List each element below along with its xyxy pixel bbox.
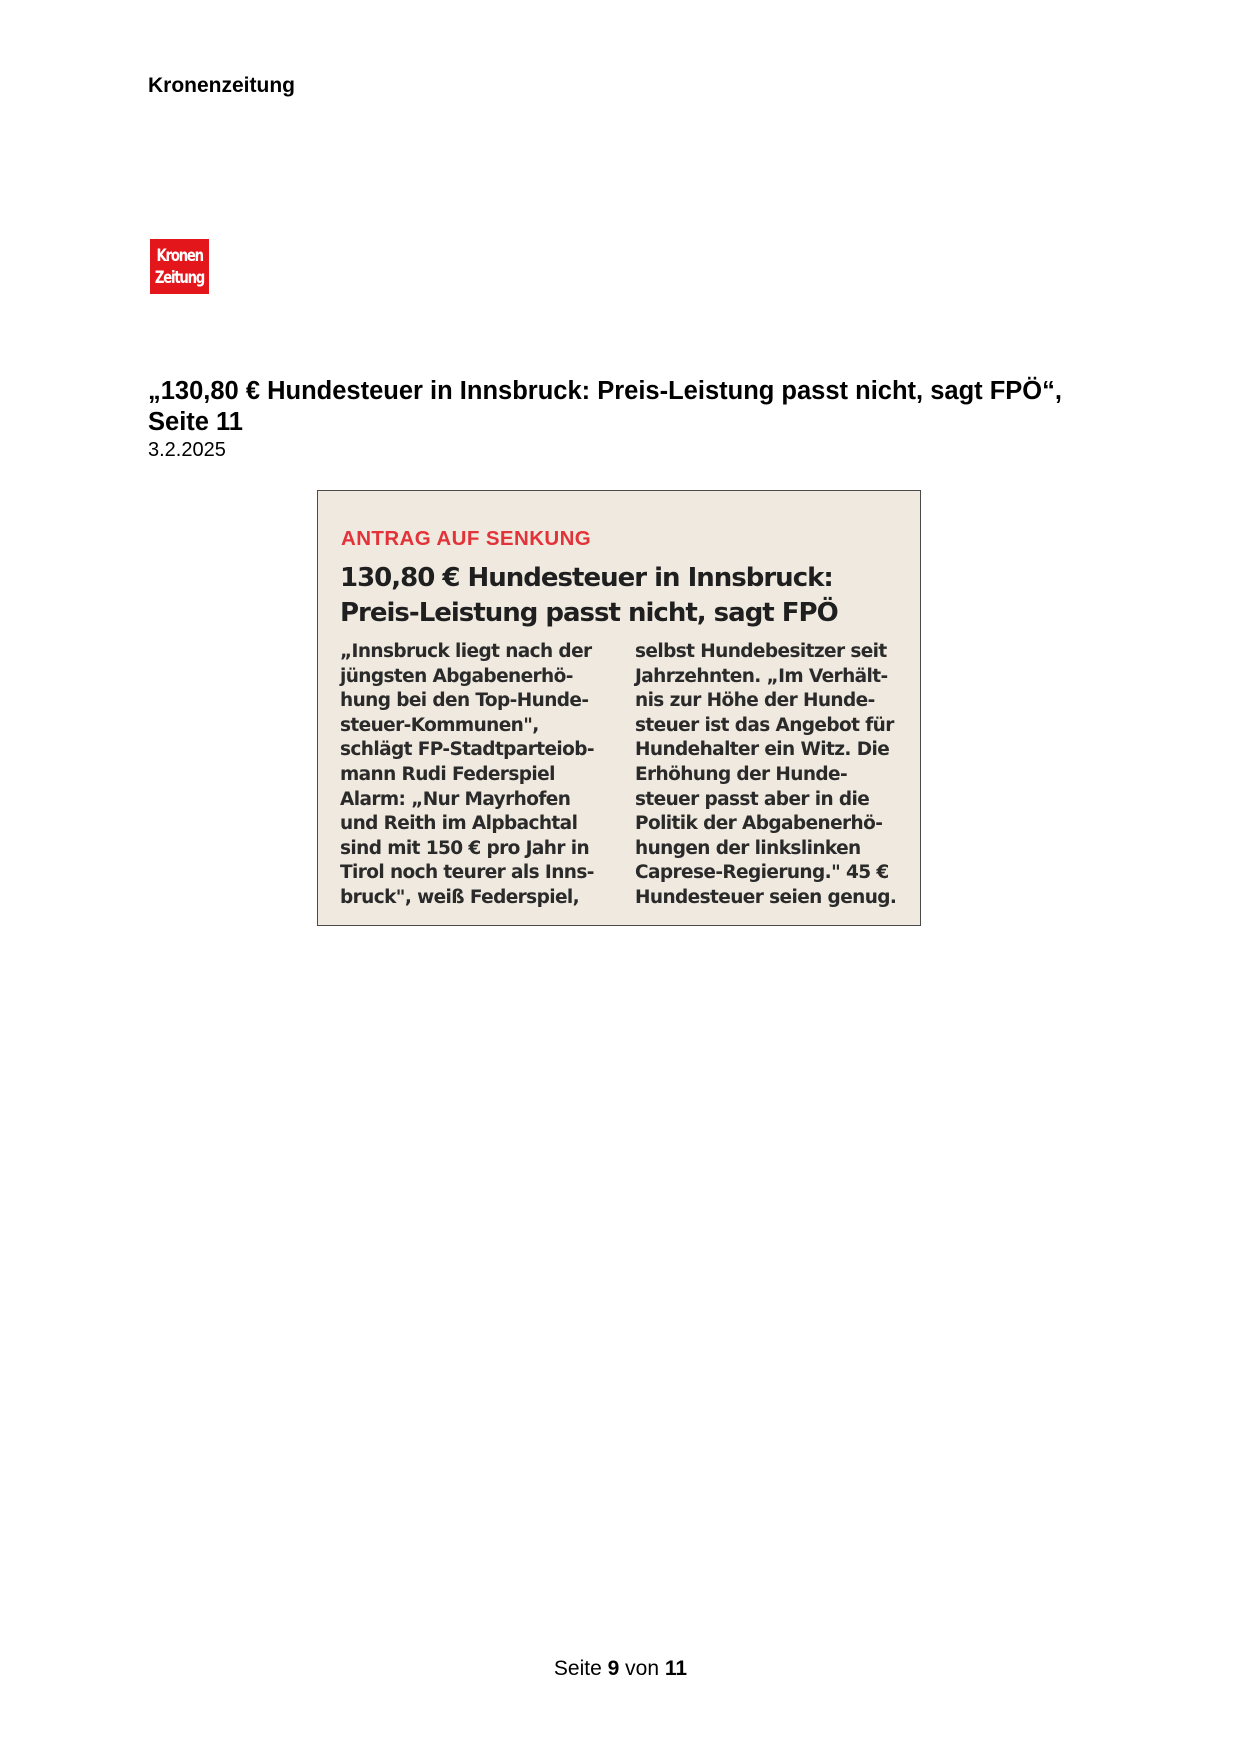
- article-headline: „130,80 € Hundesteuer in Innsbruck: Preis-Leistung passt nicht, sagt FPÖ“, Seite 11: [148, 377, 1062, 436]
- kronen-zeitung-logo: [150, 239, 209, 294]
- left-column-line: jüngsten Abgabenerhö-: [340, 665, 573, 687]
- footer-total-pages: 11: [664, 1657, 688, 1680]
- left-column-line: Tirol noch teurer als Inns-: [340, 862, 594, 884]
- page-footer: [0, 1657, 1241, 1681]
- left-column-line: schlägt FP-Stadtparteiob-: [340, 739, 594, 761]
- clipping-right-column: [635, 640, 896, 911]
- publication-name: Kronenzeitung: [148, 74, 295, 97]
- right-column-line: Caprese-Regierung." 45 €: [635, 862, 889, 884]
- clipping-title: [340, 561, 910, 631]
- article-date: 3.2.2025: [148, 439, 226, 461]
- footer-current-page: 9: [607, 1657, 620, 1680]
- right-column-line: Hundehalter ein Witz. Die: [635, 739, 890, 761]
- right-column-line: hungen der linkslinken: [635, 837, 861, 859]
- left-column-line: Alarm: „Nur Mayrhofen: [340, 788, 571, 810]
- right-column-line: Jahrzehnten. „Im Verhält-: [635, 665, 888, 687]
- clipping-left-column: [340, 640, 594, 911]
- left-column-line: mann Rudi Federspiel: [340, 763, 555, 785]
- left-column-line: hung bei den Top-Hunde-: [340, 690, 589, 712]
- newspaper-clipping: [317, 490, 921, 926]
- clipping-title-line-1: 130,80 € Hundesteuer in Innsbruck:: [340, 563, 833, 593]
- right-column-line: Hundesteuer seien genug.: [635, 886, 897, 908]
- left-column-line: „Innsbruck liegt nach der: [340, 641, 592, 662]
- right-column-line: selbst Hundebesitzer seit: [635, 641, 887, 662]
- clipping-kicker: ANTRAG AUF SENKUNG: [341, 527, 592, 550]
- clipping-title-line-2: Preis-Leistung passt nicht, sagt FPÖ: [340, 598, 838, 628]
- right-column-line: Politik der Abgabenerhö-: [635, 813, 883, 835]
- logo-line-2: Zeitung: [154, 267, 205, 288]
- right-column-line: steuer ist das Angebot für: [635, 714, 894, 736]
- footer-prefix: Seite: [553, 1657, 602, 1680]
- right-column-line: nis zur Höhe der Hunde-: [635, 690, 875, 712]
- footer-separator: von: [625, 1657, 660, 1680]
- left-column-line: steuer-Kommunen",: [340, 714, 539, 736]
- left-column-line: bruck", weiß Federspiel,: [340, 886, 580, 908]
- logo-line-1: Kronen: [156, 245, 203, 266]
- left-column-line: und Reith im Alpbachtal: [340, 813, 578, 835]
- right-column-line: Erhöhung der Hunde-: [635, 763, 848, 785]
- left-column-line: sind mit 150 € pro Jahr in: [340, 837, 590, 859]
- right-column-line: steuer passt aber in die: [635, 788, 870, 810]
